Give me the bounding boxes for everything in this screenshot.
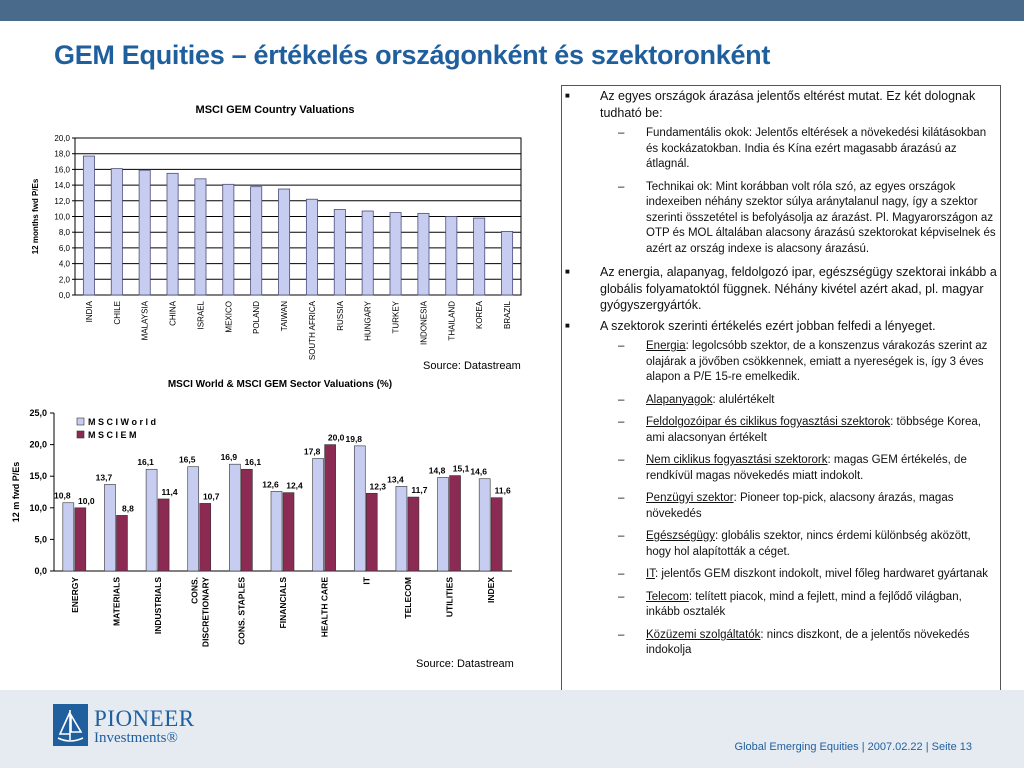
bar-world [229, 464, 240, 571]
square-bullet-icon: ■ [565, 91, 570, 100]
data-label: 14,8 [428, 465, 446, 476]
data-label: 11,7 [411, 485, 428, 496]
legend-label: M S C I W o r l d [88, 417, 156, 427]
bar-em [158, 499, 169, 571]
data-label: 13,7 [95, 472, 113, 483]
legend [69, 414, 179, 444]
bar-em [408, 497, 419, 571]
x-tick-label: IT [361, 577, 372, 585]
x-tick-label: MEXICO [224, 301, 234, 333]
sector-note: – Egészségügy: globális szektor, nincs érdemi különbség aközött, hogy hol alapították a céget. [618, 530, 971, 558]
bar-em [325, 445, 336, 571]
data-label: 11,4 [161, 486, 178, 497]
sector-note: – Energia: legolcsóbb szektor, de a konszenzus várakozás szerint az olajárak a jövőben csökkennek, emiatt a nyereségek is, így 3 éves alapon a P/E 15-re emelkedik. [618, 340, 988, 383]
bar-em [450, 476, 461, 571]
y-tick-label: 20,0 [54, 134, 70, 143]
sub-item-fundamental: – Fundamentális okok: Jelentős eltérések a növekedési kilátásokban és kockázatokban. India és Kína ezért magasabb árazású az átlagnál. [618, 127, 987, 170]
bullet-global-sectors: ■ Az energia, alapanyag, feldolgozó ipar, egészségügy szektorai inkább a globális folyamatoktól függnek. Néhány kivétel azért akad, pl. magyar gyógyszergyártók. [565, 265, 997, 312]
y-tick-label: 0,0 [34, 566, 47, 576]
data-label: 20,0 [327, 432, 345, 443]
sector-valuation-chart [0, 0, 560, 680]
slide-title: GEM Equities – értékelés országonként és szektoronként [54, 40, 771, 70]
sector-note: – Közüzemi szolgáltatók: nincs diszkont, de a jelentős növekedés indokolja [618, 628, 970, 656]
y-tick-label: 15,0 [29, 471, 47, 482]
data-label: 16,5 [178, 454, 196, 465]
legend-label: M S C I E M [88, 430, 137, 440]
x-tick-label: MATERIALS [111, 577, 122, 626]
y-tick-label: 14,0 [54, 181, 70, 191]
bullet-country-valuation: ■ Az egyes országok árazása jelentős eltérést mutat. Ez két dolognak tudható be: [565, 89, 976, 120]
data-label: 17,8 [303, 446, 321, 457]
x-tick-label: HUNGARY [363, 301, 373, 341]
data-label: 12,6 [262, 479, 279, 490]
bar-world [188, 467, 199, 571]
data-label: 12,4 [286, 480, 303, 491]
x-tick-label: INDONESIA [419, 301, 429, 346]
x-tick-label: INDEX [486, 577, 497, 603]
footer-text: Global Emerging Equities | 2007.02.22 | Seite 13 [734, 741, 972, 753]
sector-chart-title: MSCI World & MSCI GEM Sector Valuations (%) [167, 379, 393, 390]
bar-world [396, 486, 407, 571]
sector-note: – Alapanyagok: alulértékelt [618, 393, 775, 406]
sub-item-technical: – Technikai ok: Mint korábban volt róla szó, az egyes országok indexeiben néhány szektor súlya aránytalanul nagy, így a szektor szerinti összetétel is befolyásolja az árazást. Pl. Magyarországon az OTP és MOL általában alacsony árazású szektorokat képviselnek és azért az ország indexe is alacsony árazású. [618, 180, 996, 255]
data-label: 15,1 [452, 463, 470, 474]
y-axis-label: 12 m fwd P/Es [11, 461, 21, 523]
bar-world [479, 479, 490, 571]
bar-em [241, 469, 252, 571]
x-tick-label: POLAND [252, 301, 262, 334]
bullet-sector-valuation: ■ A szektorok szerinti értékelés ezért jobban felfedi a lényeget. [565, 318, 936, 333]
y-tick-label: 5,0 [34, 534, 47, 545]
bar-em [116, 515, 127, 571]
data-label: 10,0 [78, 495, 95, 506]
y-tick-label: 2,0 [58, 275, 70, 285]
x-tick-label: KOREA [475, 301, 485, 330]
y-tick-label: 25,0 [29, 408, 47, 418]
x-tick-label: SOUTH AFRICA [307, 301, 317, 361]
square-bullet-icon: ■ [565, 320, 570, 330]
sector-note: – Nem ciklikus fogyasztási szektorork: magas GEM értékelés, de rendkívül magas növekedés miatt indokolt. [618, 454, 967, 482]
x-tick-label: CONS. [189, 577, 200, 604]
y-tick-label: 6,0 [58, 243, 70, 253]
y-tick-label: 0,0 [58, 291, 70, 300]
x-tick-label: HEALTH CARE [319, 577, 330, 638]
bar-em [491, 498, 502, 571]
sector-note: – Penzügyi szektor: Pioneer top-pick, alacsony árazás, magas növekedés [618, 492, 954, 520]
x-tick-label: ENERGY [69, 577, 80, 613]
logo-wordmark: PIONEER [94, 706, 195, 731]
legend-swatch [77, 418, 84, 425]
x-tick-label: TAIWAN [280, 301, 290, 332]
y-tick-label: 20,0 [29, 439, 47, 450]
x-tick-label: UTILITIES [444, 577, 455, 618]
x-tick-label: FINANCIALS [278, 577, 288, 629]
pioneer-logo-icon [53, 704, 88, 746]
bar-em [366, 493, 377, 571]
x-tick-label: MALAYSIA [140, 301, 150, 341]
bar-world [104, 484, 115, 571]
data-label: 14,6 [470, 466, 487, 477]
data-label: 8,8 [122, 503, 134, 514]
data-label: 13,4 [387, 474, 404, 485]
x-tick-label: BRAZIL [503, 301, 513, 330]
y-tick-label: 10,0 [54, 212, 70, 222]
y-tick-label: 8,0 [58, 228, 70, 238]
sector-note: – Feldolgozóipar és ciklikus fogyasztási szektorok: többsége Korea, ami alacsonyan értékelt [618, 416, 981, 444]
bar-world [63, 503, 74, 571]
data-label: 10,8 [54, 490, 71, 501]
y-tick-label: 18,0 [54, 149, 70, 159]
bar-world [313, 459, 324, 571]
x-tick-label: CHILE [112, 301, 122, 325]
bar-world [271, 491, 282, 571]
data-label: 19,8 [345, 433, 363, 444]
data-label: 16,9 [220, 452, 238, 463]
x-tick-label: CONS. STAPLES [236, 577, 247, 645]
x-tick-label: CHINA [168, 301, 178, 326]
x-tick-label: ISRAEL [196, 301, 206, 330]
y-tick-label: 10,0 [29, 502, 47, 513]
bar-em [75, 508, 86, 571]
bar-world [354, 446, 365, 571]
x-tick-label: RUSSIA [335, 301, 345, 331]
country-chart-title: MSCI GEM Country Valuations [195, 104, 355, 116]
data-label: 16,1 [137, 457, 154, 468]
sector-note: – Telecom: telített piacok, mind a fejlett, mind a fejlődő világban, inkább osztalék [618, 590, 962, 618]
bar-em [283, 493, 294, 571]
square-bullet-icon: ■ [565, 267, 570, 276]
y-axis-label: 12 months fwd P/Es [31, 178, 40, 255]
data-label: 11,6 [494, 485, 511, 496]
logo-subline: Investments® [94, 730, 178, 746]
y-tick-label: 4,0 [58, 259, 70, 269]
data-label: 16,1 [244, 457, 262, 468]
bar-em [200, 503, 211, 571]
data-label: 10,7 [202, 491, 220, 502]
legend-swatch [77, 431, 84, 438]
bar-world [438, 477, 449, 571]
bar-world [146, 469, 157, 571]
x-tick-label: DISCRETIONARY [200, 577, 211, 648]
x-tick-label: TELECOM [402, 577, 413, 619]
sector-chart-source: Source: Datastream [416, 658, 514, 670]
sector-note: – IT: jelentős GEM diszkont indokolt, mivel főleg hardwaret gyártanak [618, 568, 988, 580]
commentary-panel [561, 85, 1001, 720]
y-tick-label: 12,0 [54, 196, 70, 206]
x-tick-label: INDUSTRIALS [153, 577, 164, 635]
x-tick-label: THAILAND [447, 301, 457, 341]
x-tick-label: INDIA [84, 301, 94, 323]
country-chart-source: Source: Datastream [423, 360, 521, 372]
y-tick-label: 16,0 [54, 165, 70, 175]
data-label: 12,3 [369, 481, 387, 492]
x-tick-label: TURKEY [391, 301, 401, 334]
